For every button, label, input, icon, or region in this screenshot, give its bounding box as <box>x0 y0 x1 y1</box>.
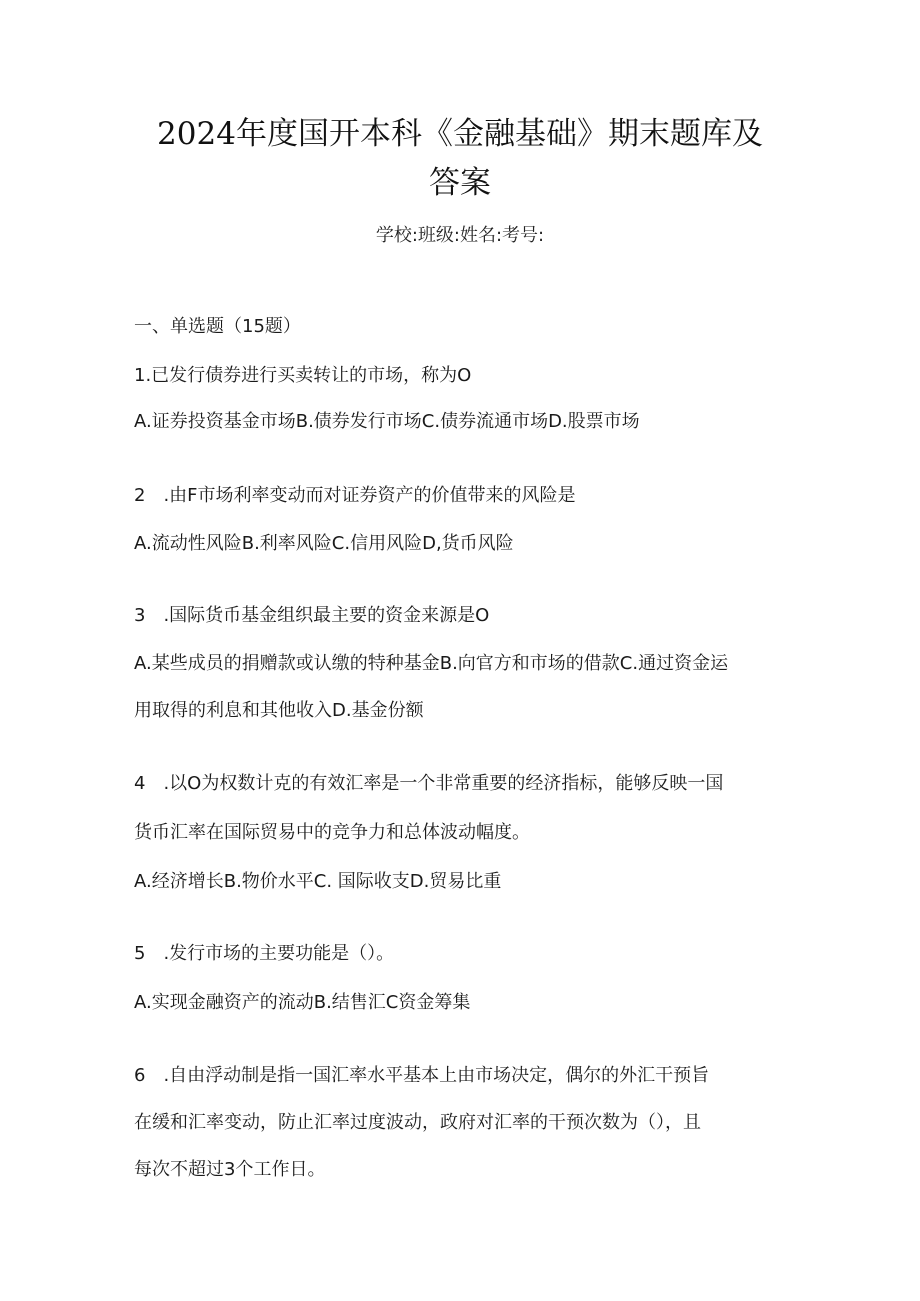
question-4-stem-line-1: 4 .以O为权数计克的有效汇率是一个非常重要的经济指标，能够反映一国 <box>134 773 724 794</box>
question-6-stem-line-2: 在缓和汇率变动，防止汇率过度波动，政府对汇率的干预次数为（），且 <box>134 1112 701 1133</box>
question-5-stem: 5 .发行市场的主要功能是（）。 <box>134 943 395 964</box>
question-1-stem: 1.已发行债券进行买卖转让的市场，称为O <box>134 365 472 386</box>
document-title <box>100 110 820 208</box>
title-line-2: 答案 <box>429 165 491 201</box>
question-1-options: A.证券投资基金市场B.债券发行市场C.债券流通市场D.股票市场 <box>134 411 640 432</box>
question-2-stem: 2 .由F市场利率变动而对证券资产的价值带来的风险是 <box>134 485 576 506</box>
student-info-line: 学校:班级:姓名:考号: <box>375 225 545 246</box>
question-3-stem: 3 .国际货币基金组织最主要的资金来源是O <box>134 605 490 626</box>
section-heading: 一、单选题（15题） <box>134 316 301 337</box>
question-6-stem-line-3: 每次不超过3个工作日。 <box>134 1159 326 1180</box>
question-6-stem-line-1: 6 .自由浮动制是指一国汇率水平基本上由市场决定，偶尔的外汇干预旨 <box>134 1065 710 1086</box>
title-line-1: 2024年度国开本科《金融基础》期末题库及 <box>157 116 763 152</box>
question-2-options: A.流动性风险B.利率风险C.信用风险D,货币风险 <box>134 533 514 554</box>
question-3-options-line-1: A.某些成员的捐赠款或认缴的特种基金B.向官方和市场的借款C.通过资金运 <box>134 653 729 674</box>
question-4-options: A.经济增长B.物价水平C. 国际收支D.贸易比重 <box>134 871 502 892</box>
question-4-stem-line-2: 货币汇率在国际贸易中的竞争力和总体波动幅度。 <box>134 822 530 843</box>
question-5-options: A.实现金融资产的流动B.结售汇C资金筹集 <box>134 992 471 1013</box>
question-3-options-line-2: 用取得的利息和其他收入D.基金份额 <box>134 700 424 721</box>
